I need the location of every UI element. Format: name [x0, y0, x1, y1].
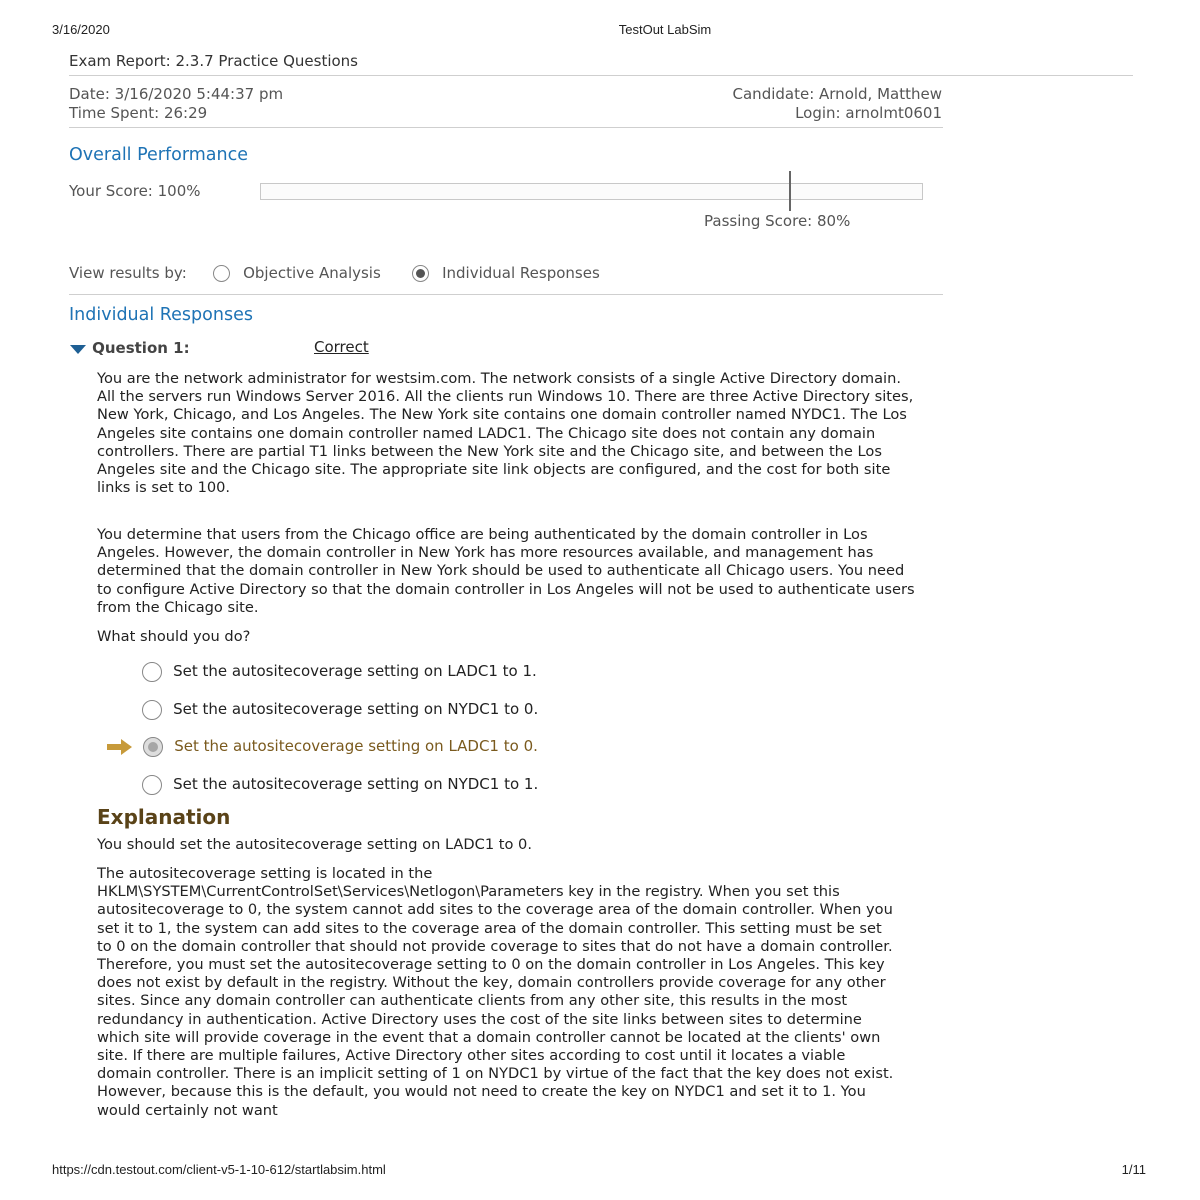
- question-paragraph-2: You determine that users from the Chicago office are being authenticated by the domain controller in Los Angeles. However, the domain controller in New York has more resources available, and management has determined that the domain controller in New York should be used to authenticate all Chicago users. You need to configure Active Directory so that the domain controller in Los Angeles will not be used to authenticate users from the Chicago site.: [97, 526, 915, 616]
- passing-score-marker: [789, 171, 791, 211]
- login-id: Login: arnolmt0601: [795, 104, 942, 122]
- option-1-label: Set the autositecoverage setting on LADC1 to 1.: [173, 662, 537, 680]
- option-3-label: Set the autositecoverage setting on LADC1 to 0.: [174, 737, 538, 755]
- option-4-radio[interactable]: [142, 775, 162, 795]
- report-meta-left: [69, 85, 283, 123]
- print-date: 3/16/2020: [52, 22, 110, 37]
- print-url: https://cdn.testout.com/client-v5-1-10-612/startlabsim.html: [52, 1162, 386, 1177]
- option-2-label: Set the autositecoverage setting on NYDC1 to 0.: [173, 700, 539, 718]
- objective-analysis-label: Objective Analysis: [243, 264, 381, 282]
- option-1-radio[interactable]: [142, 662, 162, 682]
- score-bar: [260, 183, 923, 200]
- candidate-name: Candidate: Arnold, Matthew: [732, 85, 942, 103]
- explanation-body: The autositecoverage setting is located in the HKLM\SYSTEM\CurrentControlSet\Services\Netlogon\Parameters key in the registry. When you set this autositecoverage to 0, the system cannot add sites to the coverage area of the domain controller. When you set it to 1, the system can add sites to the coverage area of the domain controller. This setting must be set to 0 on the domain controller that should not provide coverage to sites that do not have a domain controller. Therefore, you must set the autositecoverage setting to 0 on the domain controller in Los Angeles. This key does not exist by default in the registry. Without the key, domain controllers provide coverage for any other sites. Since any domain controller can authenticate clients from any other site, this results in the most redundancy in authentication. Active Directory uses the cost of the site links between sites to determine which site will provide coverage in the event that a domain controller cannot be located at the clients' own site. If there are multiple failures, Active Directory other sites according to cost until it locates a viable domain controller. There is an implicit setting of 1 on NYDC1 by virtue of the fact that the key does not exist. However, because this is the default, you would not need to create the key on NYDC1 and set it to 1. You would certainly not want: [97, 865, 894, 1119]
- individual-responses-radio[interactable]: [412, 265, 429, 282]
- answer-option-2[interactable]: [142, 699, 538, 720]
- answer-option-4[interactable]: [142, 774, 538, 795]
- option-3-radio[interactable]: [143, 737, 163, 757]
- view-option-individual[interactable]: [412, 263, 600, 283]
- correct-answer-arrow-icon: [107, 739, 133, 755]
- title-divider: [69, 75, 1133, 76]
- expand-triangle-icon: [69, 343, 87, 355]
- answer-option-1[interactable]: [142, 661, 537, 682]
- option-4-label: Set the autositecoverage setting on NYDC1 to 1.: [173, 775, 539, 793]
- question-toggle[interactable]: [69, 338, 190, 357]
- explanation-heading: Explanation: [97, 805, 231, 829]
- print-page-number: 1/11: [1121, 1162, 1146, 1177]
- print-site-title: TestOut LabSim: [618, 22, 712, 37]
- exam-date: Date: 3/16/2020 5:44:37 pm: [69, 85, 284, 103]
- question-result-link[interactable]: Correct: [314, 338, 369, 356]
- view-divider: [69, 294, 943, 295]
- report-meta-right: [600, 85, 942, 123]
- view-option-objective[interactable]: [213, 263, 381, 283]
- individual-responses-heading: Individual Responses: [69, 305, 253, 325]
- objective-analysis-radio[interactable]: [213, 265, 230, 282]
- question-prompt: What should you do?: [97, 628, 251, 645]
- individual-responses-label: Individual Responses: [442, 264, 600, 282]
- passing-score: Passing Score: 80%: [704, 212, 851, 230]
- option-2-radio[interactable]: [142, 700, 162, 720]
- report-title: Exam Report: 2.3.7 Practice Questions: [69, 52, 358, 70]
- question-label: Question 1:: [92, 339, 190, 357]
- time-spent: Time Spent: 26:29: [69, 104, 208, 122]
- explanation-summary: You should set the autositecoverage setting on LADC1 to 0.: [97, 836, 532, 853]
- your-score: Your Score: 100%: [69, 182, 201, 200]
- answer-option-3[interactable]: [107, 736, 538, 757]
- meta-divider: [69, 127, 943, 128]
- score-bar-fill: [261, 184, 922, 199]
- view-results-label: View results by:: [69, 264, 187, 282]
- question-paragraph-1: You are the network administrator for westsim.com. The network consists of a single Active Directory domain. All the servers run Windows Server 2016. All the clients run Windows 10. There are three Active Directory sites, New York, Chicago, and Los Angeles. The New York site contains one domain controller named NYDC1. The Los Angeles site contains one domain controller named LADC1. The Chicago site does not contain any domain controllers. There are partial T1 links between the New York site and the Chicago site, and between the Los Angeles site and the Chicago site. The appropriate site link objects are configured, and the cost for both site links is set to 100.: [97, 370, 914, 497]
- overall-performance-heading: Overall Performance: [69, 145, 248, 165]
